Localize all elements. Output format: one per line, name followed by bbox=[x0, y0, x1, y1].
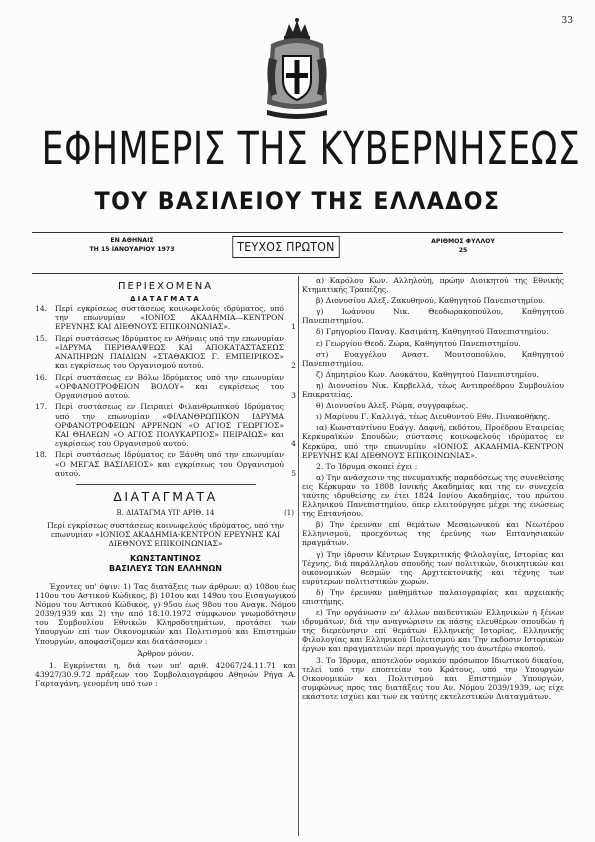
founder-item: γ) Ιωάννου Νικ. Θεοδωρακοπούλου, Καθηγητού Πανεπιστημίου. bbox=[302, 307, 564, 326]
contents-list bbox=[35, 304, 296, 478]
purpose-item: α) Την ανάσχεσιν της πνευματικής παραδόσεως της συνεθείσης εις Κέρκυραν το 1808 Ιονικής Ακαδημίας και της εν συνεχεία ταύτης ιδρυθείσης εν έτει 1824 Ιονίου Ακαδημίας, του πρώτου Ελληνικού Πανεπιστημίου, όπερ ελειτούργησε μέχρι της ενώσεως της Επτανήσου. bbox=[302, 472, 564, 519]
decree-preamble: Έχοντες υπ' όψιν: 1) Τας διατάξεις των άρθρων: α) 108ου έως 110ου του Αστικού Κώδικος, β) 101ου και 149ου του Εισαγωγικού Νόμου του Αστικού Κώδικος, γ) 95ου έως 98ου του Αναγκ. Νόμου 2039/1939 και 2) την από 18.10.1972 σύμφωνον γνωμοδότησιν του Συμβουλίου Εθνικών Κληροδοτημάτων, προτάσει των Υπουργών επί των Οικονομικών και Πολιτισμού και Επιστημών Υπουργών, αποφασίζομεν και διατάσσομεν : bbox=[35, 581, 296, 646]
article-text: 1. Εγκρίνεται η, διά των υπ' αριθ. 42067/24.11.71 και 43927/30.9.72 πράξεων του Συμβολαιογράφου Αθηνών Ρήγα Α. Γαρταγάνη, γενομένη υπό των : bbox=[35, 660, 296, 688]
toc-item-number: 15. bbox=[35, 333, 48, 343]
toc-item-text: Περί συστάσεως εν Πειραιεί Φιλανθρωπικού Ιδρύματος υπό την επωνυμίαν «ΦΙΛΑΝΘΡΩΠΙΚΟΝ ΙΔΡΥΜΑ ΟΡΦΑΝΟΤΡΟΦΕΙΩΝ ΑΡΡΕΝΩΝ «Ο ΑΓΙΟΣ ΓΕΩΡΓΙΟΣ» ΚΑΙ ΘΗΛΕΩΝ «Ο ΑΓΙΟΣ ΠΟΛΥΚΑΡΠΟΣ» ΠΕΙΡΑΙΩΣ» και εγκρίσεως του Οργανισμού αυτού. bbox=[55, 402, 284, 448]
founder-item: ια) Κωνσταντίνου Ευάγγ. Δαφνή, εκδότου, Προέδρου Εταιρείας Κερκυραϊκών Σπουδών, σύστασις κοινωφελούς ιδρύματος εν Κερκύρα, υπό την επωνυμίαν «ΙΟΝΙΟΣ ΑΚΑΔΗΜΙΑ–ΚΕΝΤΡΟΝ ΕΡΕΥΝΗΣ ΚΑΙ ΔΙΕΘΝΟΥΣ ΕΠΙΚΟΙΝΩΝΙΑΣ». bbox=[302, 423, 564, 460]
founder-item: η) Διονυσίου Νικ. Καρβελλά, τέως Αντιπροέδρου Συμβουλίου Επικρατείας. bbox=[302, 380, 564, 400]
king-title: ΒΑΣΙΛΕΥΣ ΤΩΝ ΕΛΛΗΝΩΝ bbox=[109, 563, 222, 573]
decree-number bbox=[35, 508, 296, 519]
toc-item-page: 1 bbox=[291, 322, 296, 332]
purposes-intro: 2. Το Ίδρυμα σκοπεί έχει : bbox=[316, 461, 418, 471]
coat-of-arms-icon bbox=[263, 18, 331, 123]
toc-item-text: Περί συστάσεως εν Βόλω Ιδρύματος υπό την επωνυμίαν «ΟΡΦΑΝΟΤΡΟΦΕΙΟΝ ΒΟΛΟΥ» και εγκρίσεως του Οργανισμού αυτού. bbox=[55, 372, 284, 400]
toc-item-text: Περί εγκρίσεως συστάσεως κοινωφελούς ιδρύματος, υπό την επωνυμίαν «ΙΟΝΙΟΣ ΑΚΑΔΗΜΙΑ—ΚΕΝΤΡΟΝ ΕΡΕΥΝΗΣ ΚΑΙ ΔΙΕΘΝΟΥΣ ΕΠΙΚΟΙΝΩΝΙΑΣ». bbox=[55, 304, 284, 332]
issue-sheet bbox=[408, 237, 518, 255]
sheet-number: 25 bbox=[458, 247, 468, 254]
header-rule-top bbox=[32, 232, 563, 233]
gazette-title: ΕΦΗΜΕΡΙΣ ΤΗΣ ΚΥΒΕΡΝΗΣΕΩΣ bbox=[41, 122, 581, 175]
list-item bbox=[35, 373, 296, 400]
founder-item: ε) Γεωργίου Θεοδ. Ζώρα, Καθηγητού Πανεπιστημίου. bbox=[316, 338, 521, 348]
toc-item-page: 4 bbox=[291, 438, 296, 448]
left-column bbox=[35, 276, 296, 691]
toc-item-text: Περί συστάσεως Ιδρύματος εν Ξάνθη υπό την επωνυμίαν «Ο ΜΕΓΑΣ ΒΑΣΙΛΕΙΟΣ» και εγκρίσεως του Οργανισμού αυτού. bbox=[55, 450, 284, 478]
article-heading: Άρθρον μόνον. bbox=[137, 648, 194, 658]
founder-item: στ) Ευαγγέλου Αναστ. Μουτσοπούλου, Καθηγητού Πανεπιστημίου. bbox=[302, 349, 564, 368]
issue-place-date bbox=[72, 237, 192, 254]
purpose-item: δ) Την έρευναν μαθημάτων παλαιογραφίας και αρχειακής επιστήμης. bbox=[302, 587, 564, 606]
toc-item-number: 18. bbox=[35, 450, 48, 460]
founder-item: δ) Γρηγορίου Παναγ. Κασιμάτη, Καθηγητού Πανεπιστημίου. bbox=[316, 327, 549, 337]
header-rule-bottom bbox=[32, 273, 563, 274]
toc-item-number: 17. bbox=[35, 402, 48, 412]
founder-item: θ) Διονυσίου Αλεξ. Ρώμα, συγγραφέως. bbox=[316, 401, 468, 411]
issue-bar bbox=[50, 236, 550, 272]
decrees-heading: ΔΙΑΤΑΓΜΑΤΑ bbox=[113, 488, 218, 504]
list-item bbox=[35, 334, 296, 370]
column-divider bbox=[298, 276, 299, 836]
decree-number-text: Β. ΔΙΑΤΑΓΜΑ ΥΠ' ΑΡΙΘ. 14 bbox=[116, 508, 215, 517]
purpose-item: β) Την έρευναν επί θεμάτων Μεσαιωνικού και Νεωτέρου Ελληνισμού, προεχόντως της έρεύνης των Επτανησιακών πραγμάτων. bbox=[302, 520, 564, 548]
purpose-item: ε) Την οργάνωσιν εν' άλλων παιδευτικών Ελληνικών ή ξένων ιδρυμάτων, διά την αναγνώρισιν εκ πάσης ελευθέρων σπουδών ή της διερεύνησιν επί θεμάτων Ελληνικής Ιστορίας, Ελληνικής Φιλολογίας και Ελληνικού Πολιτισμού και Την εκδοσιν Ιστορικών έργων και πραγματειών περί προαγωγής του άνωτέρω σκοπού. bbox=[302, 608, 564, 654]
founder-item: α) Καρόλου Κων. Αλληλούη, πρώην Διοικητού της Εθνικής Κτηματικής Τραπέζης. bbox=[302, 276, 564, 295]
list-item bbox=[35, 450, 296, 477]
founder-item: ζ) Δημητρίου Κων. Λουκάτου, Καθηγητού Πανεπιστημίου. bbox=[316, 369, 539, 379]
gazette-subtitle: ΤΟΥ ΒΑΣΙΛΕΙΟΥ ΤΗΣ ΕΛΛΑΔΟΣ bbox=[94, 187, 501, 215]
contents-heading: ΠΕΡΙΕΧΟΜΕΝΑ bbox=[117, 281, 214, 292]
decree-title: Περί εγκρίσεως συστάσεως κοινωφελούς ιδρύματος, υπό την επωνυμίαν «ΙΟΝΙΟΣ ΑΚΑΔΗΜΙΑ-ΚΕΝΤΡΟΝ ΕΡΕΥΝΗΣ ΚΑΙ ΔΙΕΘΝΟΥΣ ΕΠΙΚΟΙΝΩΝΙΑΣ» bbox=[47, 520, 284, 548]
toc-item-number: 14. bbox=[35, 304, 48, 313]
toc-item-page: 2 bbox=[291, 361, 296, 371]
right-column bbox=[302, 276, 564, 703]
list-item bbox=[35, 402, 296, 447]
contents-subheading: ΔΙΑΤΑΓΜΑΤΑ bbox=[130, 295, 201, 303]
toc-item-text: Περί συστάσεως Ιδρύματος εν Αθήναις υπό την επωνυμίαν «ΙΔΡΥΜΑ ΠΕΡΙΘΑΛΨΕΩΣ ΚΑΙ ΑΠΟΚΑΤΑΣΤΑΣΕΩΣ ΑΝΑΠΗΡΩΝ ΠΑΙΔΙΩΝ «ΣΤΑΘΑΚΙΟΣ Γ. ΕΜΠΕΙΡΙΚΟΣ» και εγκρίσεως του Οργανισμού αυτού. bbox=[55, 333, 284, 371]
founder-item: ι) Μαρίνου Γ. Καλλιγά, τέως Διευθυντού Εθν. Πινακοθήκης. bbox=[316, 412, 550, 422]
issue-type-box: ΤΕΥΧΟΣ ΠΡΩΤΟΝ bbox=[232, 236, 339, 258]
page-number: 33 bbox=[561, 16, 573, 26]
king-name: ΚΩΝΣΤΑΝΤΙΝΟΣ bbox=[130, 553, 201, 563]
toc-item-page: 5 bbox=[291, 468, 296, 478]
founder-item: β) Διονυσίου Αλεξ. Ζακυθηνού, Καθηγητού Πανεπιστημίου. bbox=[316, 296, 546, 306]
toc-item-page: 3 bbox=[291, 390, 296, 400]
purpose-item: 3. Το Ίδρυμα, αποτελούν νομικόν πρόσωπον Ιδιωτικού δικαίου, τελεί υπό την εποπτείαν του Κράτους, υπό την Υπουργών Οικονομικών και Πολιτισμού και Επιστημών Υπουργών, συμφώνως προς τας διατάξεις του Αν. Νόμου 2039/1939, ως είχε εκάστοτε ισχύει και των εκ ταύτης εκτελεστικών Διαταγμάτων. bbox=[302, 655, 564, 701]
toc-item-number: 16. bbox=[35, 372, 48, 382]
issue-date: ΤΗ 15 ΙΑΝΟΥΑΡΙΟΥ 1973 bbox=[89, 245, 175, 253]
purpose-item: γ) Την ίδρυσιν Κέντρων Συγκριτικής Φιλολογίας, Ιστορίας και Τέχνης, διά παράλληλου σπουδής των πολιτικών, διοικητικών και οικονομικών θεσμών της Αρχιτεκτονικής και τέχνης των ευρύτερων πολιτιστικών χωρών. bbox=[302, 549, 564, 586]
list-item bbox=[35, 304, 296, 331]
sheet-label: ΑΡΙΘΜΟΣ ΦΥΛΛΟΥ bbox=[431, 238, 495, 245]
decree-index: (1) bbox=[284, 508, 294, 517]
issue-place: ΕΝ ΑΘΗΝΑΙΣ bbox=[110, 237, 154, 244]
section-divider bbox=[76, 484, 256, 485]
